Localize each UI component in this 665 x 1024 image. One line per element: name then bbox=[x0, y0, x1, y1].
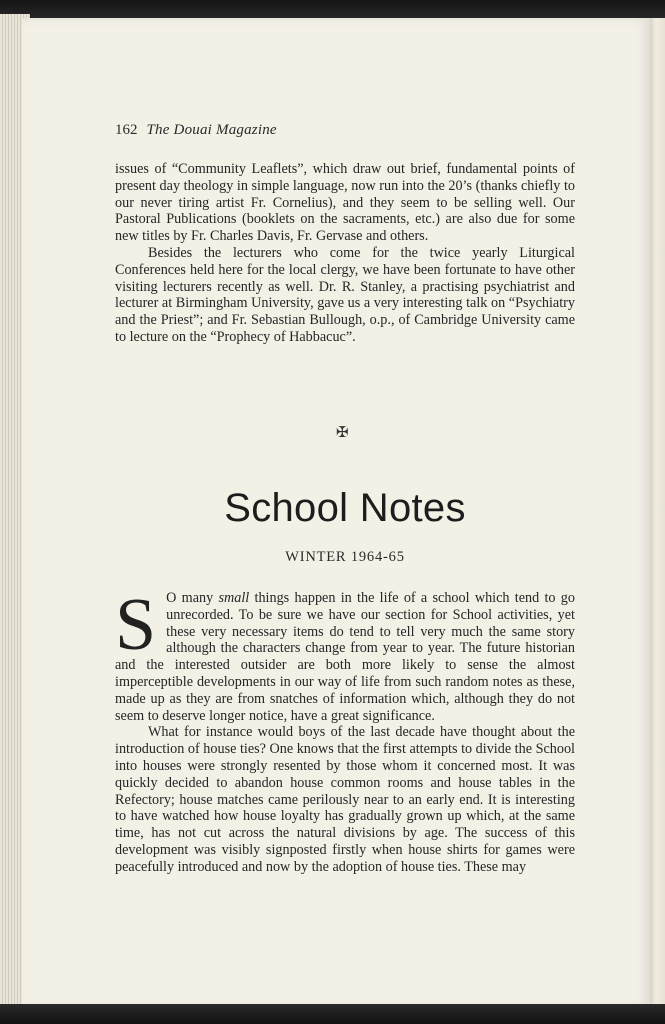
paragraph: Besides the lecturers who come for the twice yearly Liturgical Conferences held here for the local clergy, we have been fortunate to have other visiting lecturers recently as well. Dr. R. Stanley, a practising psychiatrist and lecturer at Birmingham University, gave us a very interesting talk on “Psychiatry and the Priest”; and Fr. Sebastian Bullough, o.p., of Cambridge University came to lecture on the “Prophecy of Habbacuc”. bbox=[115, 244, 575, 345]
emphasis-word: small bbox=[218, 590, 250, 606]
paragraph: What for instance would boys of the last decade have thought about the introduction of house ties? One knows that the first attempts to divide the School into houses were strongly resented by those whom it concerned most. It was quickly decided to abandon house common rooms and house tables in the Refectory; house matches came perilously near to an early end. It is interesting to have watched how house loyalty has gradually grown up which, at the same time, has not cut across the natural divisions by age. The success of this development was visibly signposted firstly when house shirts for games were peacefully introduced and now by the adoption of house ties. These may bbox=[115, 724, 575, 875]
page-number: 162 bbox=[115, 122, 138, 138]
page-gutter-right bbox=[650, 18, 665, 1008]
book-binding-bottom bbox=[0, 1004, 665, 1024]
cross-ornament-icon: ✠ bbox=[336, 425, 349, 441]
drop-cap: S bbox=[115, 584, 157, 666]
section-subtitle: WINTER 1964-65 bbox=[285, 549, 405, 565]
paragraph-rest: things happen in the life of a school which tend to go unrecorded. To be sure we have our section for School activities, yet these very necessary items do tend to tell very much the same story although the characters change from year to year. The future historian and the interested outsider are both more likely to sense the almost imperceptible developments in our way of life from such random notes as these, made up as they are from snatches of information which, although they do not seem to deserve longer notice, have a great significance. bbox=[115, 590, 575, 724]
lead-word: O many bbox=[166, 590, 219, 606]
paragraph: issues of “Community Leaflets”, which draw out brief, fundamental points of present day theology in simple language, now run into the 20’s (thanks chiefly to our never tiring artist Fr. Cornelius), and they seem to be selling well. Our Pastoral Publications (booklets on the sacraments, etc.) are also due for some new titles by Fr. Charles Davis, Fr. Gervase and others. bbox=[115, 161, 575, 245]
paragraph bbox=[115, 584, 575, 724]
section-title: School Notes bbox=[224, 486, 466, 530]
continued-article bbox=[115, 161, 575, 346]
magazine-title: The Douai Magazine bbox=[146, 122, 277, 138]
running-head bbox=[115, 122, 277, 139]
school-notes-body bbox=[115, 584, 575, 876]
